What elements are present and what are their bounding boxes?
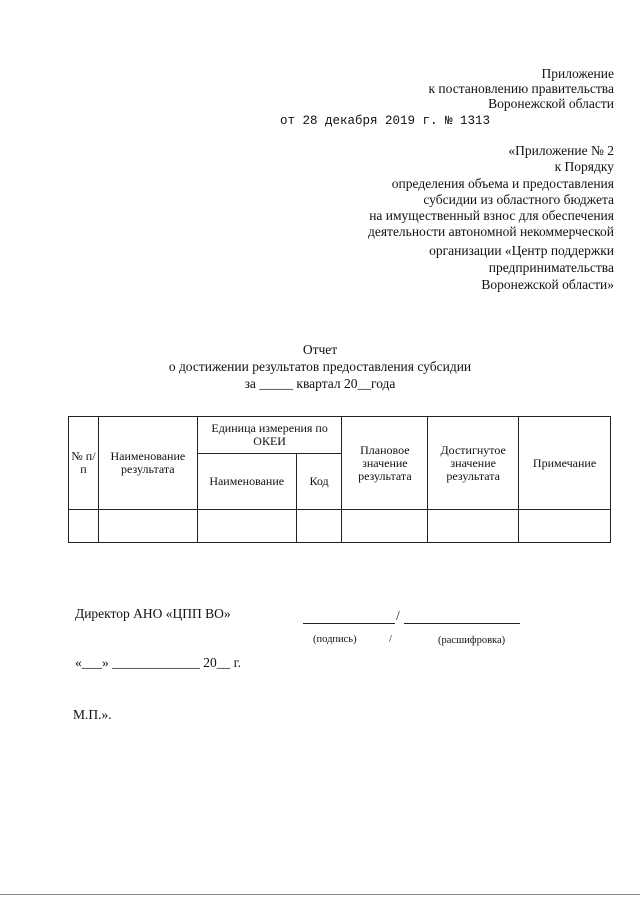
annex-line: Воронежской области» [481,277,614,292]
table-row [69,510,611,543]
col-header-unit-name: Наименование [197,454,296,510]
table-cell[interactable] [519,510,611,543]
header-appendix: Приложение [541,66,614,81]
col-header-note: Примечание [519,417,611,510]
col-header-number: № п/п [69,417,99,510]
table-cell[interactable] [296,510,342,543]
decode-line [404,623,520,624]
annex-line: предпринимательства [488,260,614,275]
header-region: Воронежской области [488,96,614,111]
col-header-unit-code: Код [296,454,342,510]
header-resolution: к постановлению правительства [428,81,614,96]
report-subtitle: о достижении результатов предоставления субсидии [168,359,472,374]
report-table [68,416,611,543]
caption-slash: / [389,634,392,645]
annex-line: определения объема и предоставления [391,176,614,191]
annex-line: деятельности автономной некоммерческой [367,224,614,239]
annex-line: субсидии из областного бюджета [423,192,614,207]
annex-line: на имущественный взнос для обеспечения [369,208,614,223]
report-period: за _____ квартал 20__года [244,376,396,391]
date-line: «___» _____________ 20__ г. [75,655,242,670]
signature-slash: / [396,608,400,623]
annex-line: к Порядку [554,159,614,174]
signature-caption: (подпись) [313,634,357,645]
col-header-planned: Плановое значение результата [342,417,428,510]
header-date-number: от 28 декабря 2019 г. № 1313 [279,114,490,128]
col-header-achieved: Достигнутое значение результата [428,417,519,510]
page-bottom-rule [0,894,640,895]
col-header-unit: Единица измерения по ОКЕИ [197,417,342,454]
annex-line: организации «Центр поддержки [429,243,614,258]
director-label: Директор АНО «ЦПП ВО» [75,606,231,621]
col-header-result-name: Наименование результата [98,417,197,510]
signature-line [303,623,395,624]
table-cell[interactable] [69,510,99,543]
annex-line: «Приложение № 2 [508,143,614,158]
decode-caption: (расшифровка) [438,635,506,646]
stamp-label: М.П.». [73,707,112,722]
table-cell[interactable] [342,510,428,543]
table-cell[interactable] [197,510,296,543]
table-cell[interactable] [428,510,519,543]
report-title: Отчет [302,342,338,357]
table-cell[interactable] [98,510,197,543]
